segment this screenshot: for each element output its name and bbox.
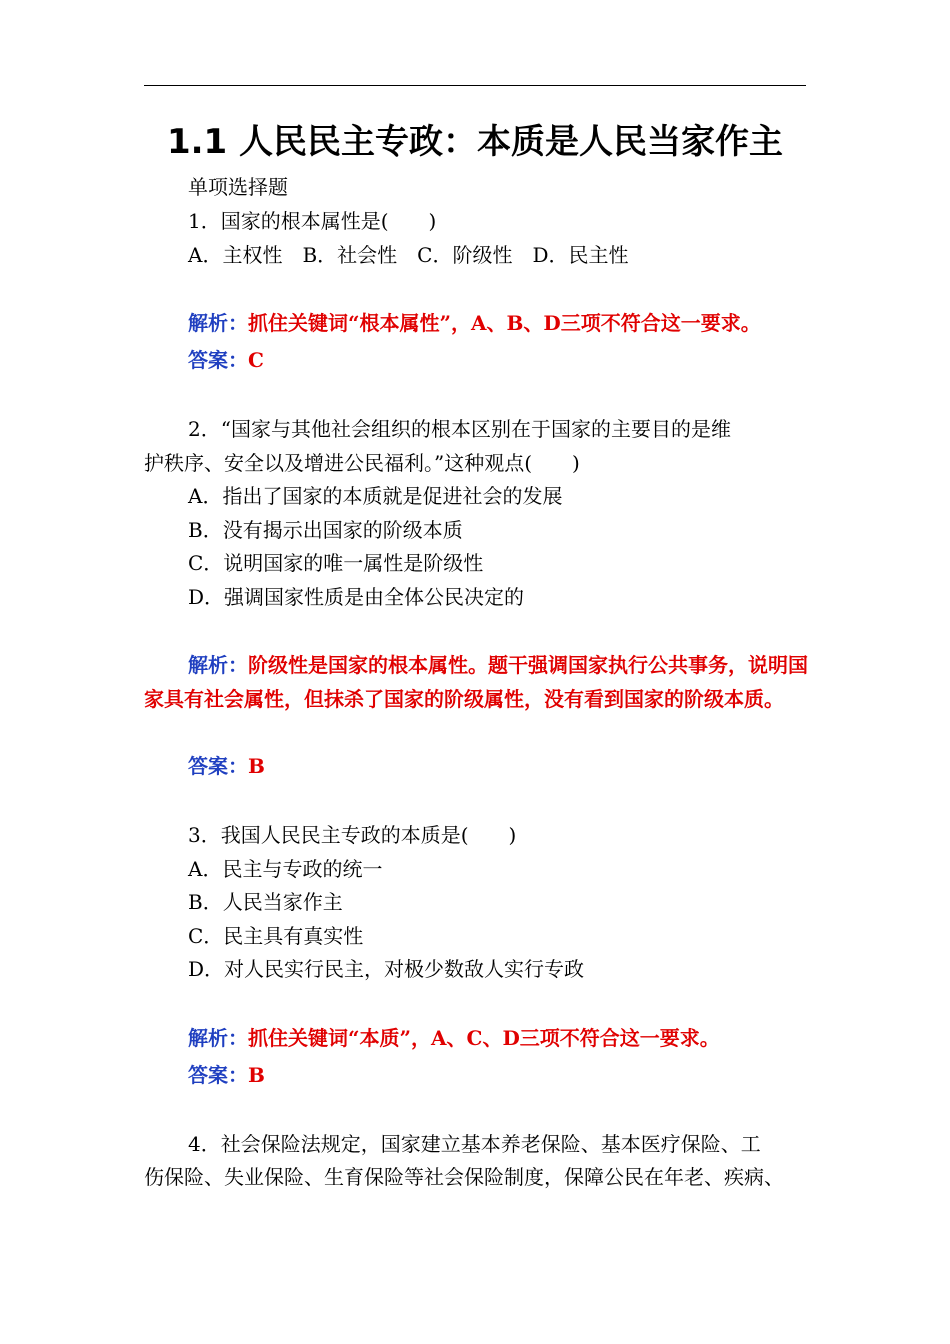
question-2-stem-line1: 2．“国家与其他社会组织的根本区别在于国家的主要目的是维 (188, 417, 731, 441)
question-1-answer (188, 345, 264, 375)
question-3-option-d: D．对人民实行民主，对极少数敌人实行专政 (188, 957, 585, 981)
question-1-stem: 1．国家的根本属性是( ) (188, 209, 437, 233)
question-3-option-b: B．人民当家作主 (188, 890, 343, 914)
question-2-option-d: D．强调国家性质是由全体公民决定的 (188, 585, 525, 609)
header-rule (144, 85, 806, 86)
question-2-analysis (144, 649, 810, 716)
answer-label: 答案： (188, 1063, 248, 1087)
section-heading: 单项选择题 (188, 175, 288, 199)
analysis-text: 抓住关键词“本质”，A、C、D三项不符合这一要求。 (248, 1026, 720, 1050)
answer-value: C (248, 348, 264, 372)
analysis-label: 解析： (188, 1026, 248, 1050)
question-3-stem: 3．我国人民民主专政的本质是( ) (188, 823, 517, 847)
analysis-label: 解析： (188, 653, 248, 677)
question-3-option-a: A．民主与专政的统一 (188, 857, 383, 881)
answer-value: B (248, 1063, 265, 1087)
analysis-label: 解析： (188, 311, 248, 335)
analysis-text: 阶级性是国家的根本属性。题干强调国家执行公共事务，说明国家具有社会属性，但抹杀了国家的阶级属性，没有看到国家的阶级本质。 (144, 653, 808, 711)
question-3-analysis (188, 1023, 720, 1053)
analysis-text: 抓住关键词“根本属性”，A、B、D三项不符合这一要求。 (248, 311, 761, 335)
question-3-option-c: C．民主具有真实性 (188, 924, 364, 948)
page-title: 1.1 人民民主专政：本质是人民当家作主 (166, 122, 784, 162)
question-4-stem-line2: 伤保险、失业保险、生育保险等社会保险制度，保障公民在年老、疾病、 (144, 1165, 784, 1189)
question-3-answer (188, 1060, 265, 1090)
question-2-answer (188, 751, 265, 781)
question-2-option-b: B．没有揭示出国家的阶级本质 (188, 518, 463, 542)
question-1-options: A．主权性 B．社会性 C．阶级性 D．民主性 (188, 243, 629, 267)
answer-label: 答案： (188, 754, 248, 778)
answer-value: B (248, 754, 265, 778)
answer-label: 答案： (188, 348, 248, 372)
question-1-analysis (188, 308, 761, 338)
question-2-option-a: A．指出了国家的本质就是促进社会的发展 (188, 484, 563, 508)
question-4-stem-line1: 4．社会保险法规定，国家建立基本养老保险、基本医疗保险、工 (188, 1132, 761, 1156)
question-2-stem-line2: 护秩序、安全以及增进公民福利。”这种观点( ) (144, 451, 580, 475)
question-2-option-c: C．说明国家的唯一属性是阶级性 (188, 551, 484, 575)
